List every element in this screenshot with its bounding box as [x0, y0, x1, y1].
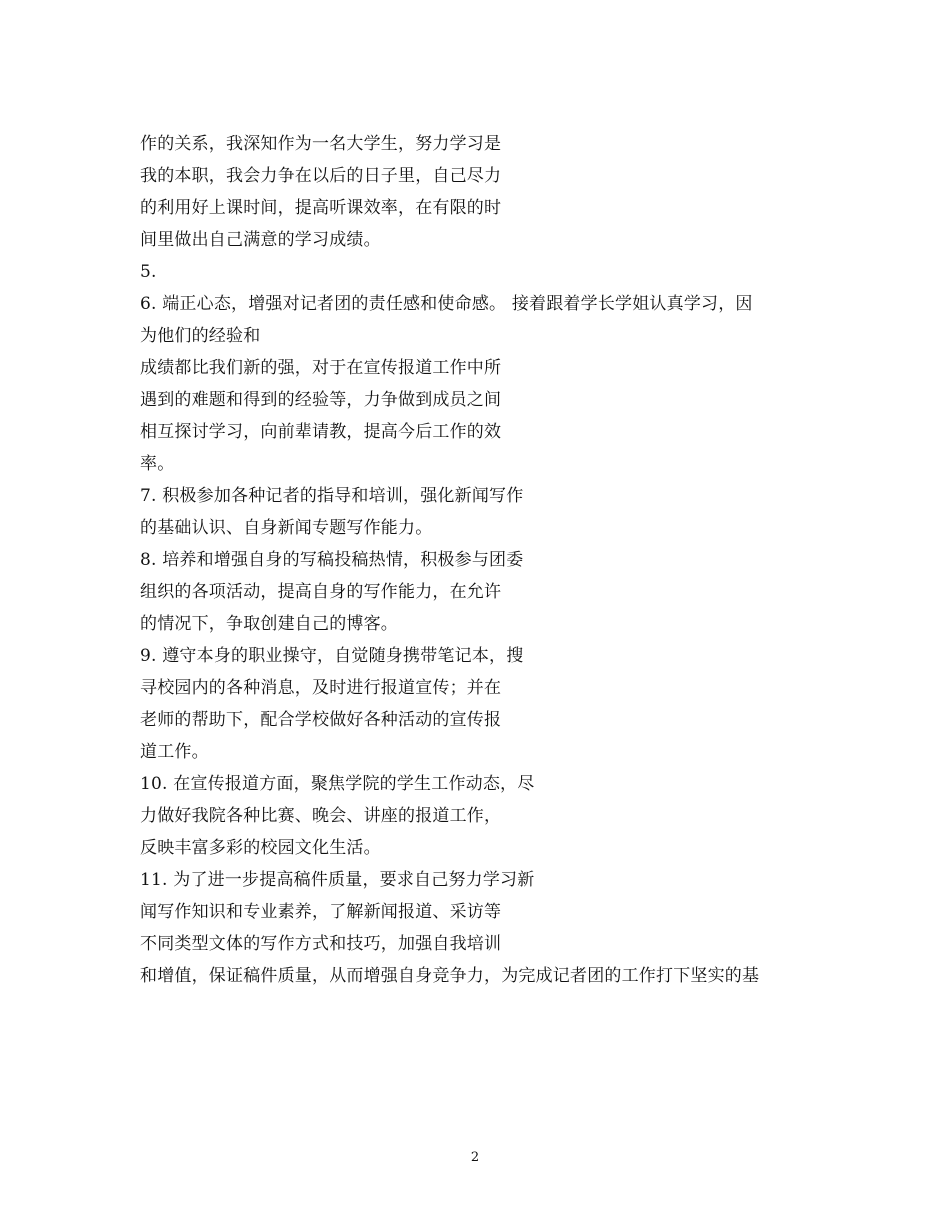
text-line: 6. 端正心态，增强对记者团的责任感和使命感。 接着跟着学长学姐认真学习，因: [140, 294, 753, 314]
text-line: 遇到的难题和得到的经验等，力争做到成员之间: [140, 390, 502, 410]
text-line: 相互探讨学习，向前辈请教，提高今后工作的效: [140, 422, 502, 442]
text-line: 11. 为了进一步提高稿件质量，要求自己努力学习新: [140, 870, 535, 890]
text-line: 10. 在宣传报道方面，聚焦学院的学生工作动态，尽: [140, 774, 535, 794]
text-line: 率。: [140, 454, 175, 474]
text-line: 闻写作知识和专业素养，了解新闻报道、采访等: [140, 902, 502, 922]
text-line: 间里做出自己满意的学习成绩。: [140, 230, 381, 250]
document-body: [140, 128, 840, 992]
text-line: 反映丰富多彩的校园文化生活。: [140, 838, 381, 858]
text-line: 的情况下，争取创建自己的博客。: [140, 614, 398, 634]
text-line: 组织的各项活动，提高自身的写作能力，在允许: [140, 582, 502, 602]
text-line: 老师的帮助下，配合学校做好各种活动的宣传报: [140, 710, 502, 730]
text-line: 8. 培养和增强自身的写稿投稿热情，积极参与团委: [140, 550, 524, 570]
text-line: 9. 遵守本身的职业操守，自觉随身携带笔记本，搜: [140, 646, 524, 666]
text-line: 的基础认识、自身新闻专题写作能力。: [140, 518, 433, 538]
text-line: 作的关系，我深知作为一名大学生，努力学习是: [140, 134, 502, 154]
text-line: 5.: [140, 262, 157, 282]
text-line: 的利用好上课时间，提高听课效率，在有限的时: [140, 198, 502, 218]
text-line: 道工作。: [140, 742, 209, 762]
text-line: 7. 积极参加各种记者的指导和培训，强化新闻写作: [140, 486, 524, 506]
text-line: 成绩都比我们新的强，对于在宣传报道工作中所: [140, 358, 502, 378]
text-line: 不同类型文体的写作方式和技巧，加强自我培训: [140, 934, 502, 954]
text-line: 我的本职，我会力争在以后的日子里，自己尽力: [140, 166, 502, 186]
text-line: 力做好我院各种比赛、晚会、讲座的报道工作，: [140, 806, 502, 826]
text-line: 寻校园内的各种消息，及时进行报道宣传；并在: [140, 678, 502, 698]
text-line: 为他们的经验和: [140, 326, 261, 346]
text-line: 和增值，保证稿件质量，从而增强自身竞争力，为完成记者团的工作打下坚实的基: [140, 966, 760, 986]
page-number: 2: [470, 1150, 480, 1165]
